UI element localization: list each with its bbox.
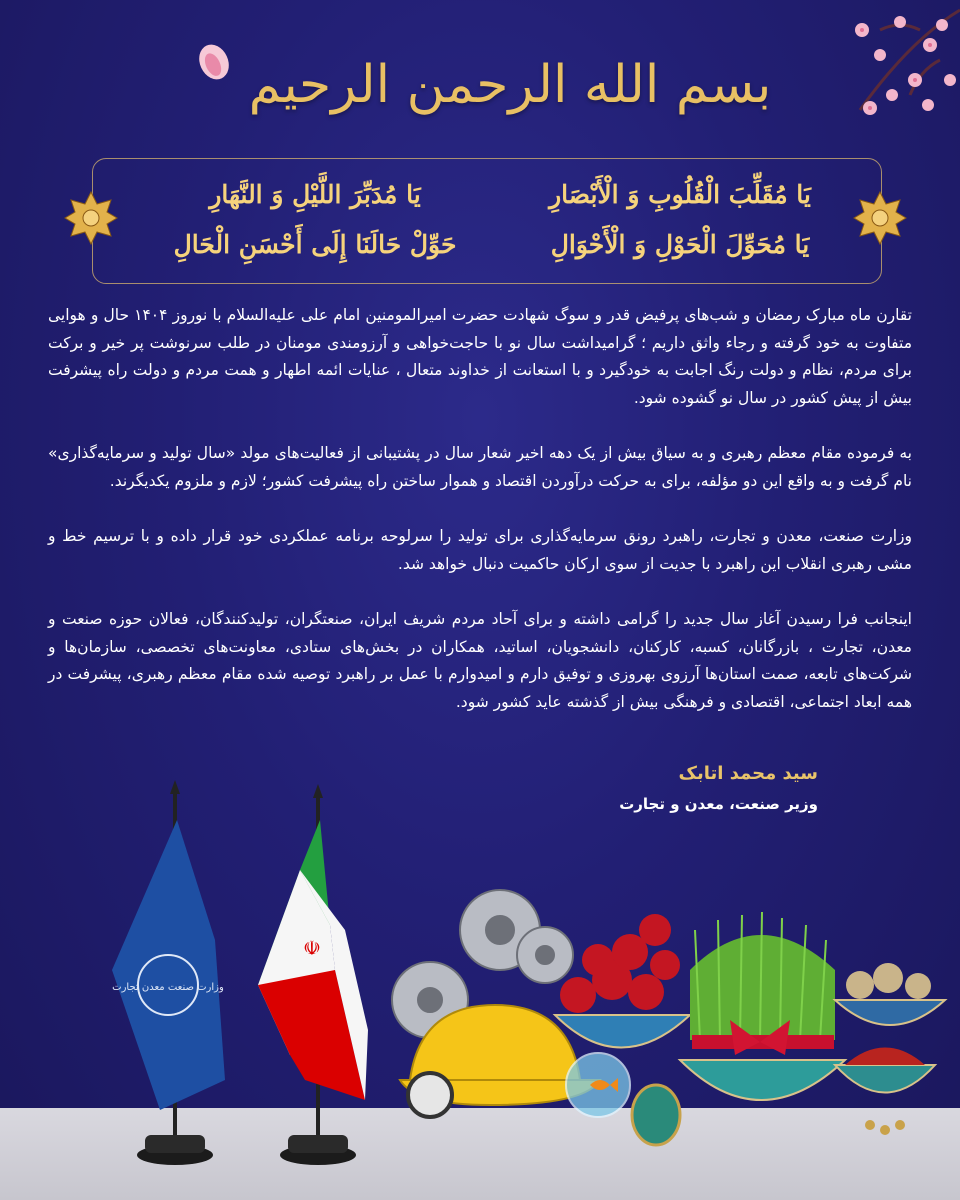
cherry-blossom-branch-right <box>800 0 960 130</box>
signature-name: سید محمد اتابک <box>678 763 818 784</box>
cherry-blossom-flower-left <box>190 38 240 84</box>
prayer-line: یَا مُحَوِّلَ الْحَوْلِ وَ الْأَحْوَالِ <box>550 230 810 259</box>
basmala-calligraphy: بسم الله الرحمن الرحیم <box>248 55 772 115</box>
prayer-verse-right <box>500 170 860 270</box>
message-paragraph: تقارن ماه مبارک رمضان و شب‌های پرفیض قدر و سوگ شهادت حضرت امیرالمومنین امام علی علیه‌السلام با نوروز ۱۴۰۴ حال و هوایی متفاوت به خود گرفته و رجاء واثق داریم ؛ گرامیداشت سال نو با حاجت‌خواهی و آرزومندی مومنان در طلب سرنوشت پر خیر و برکت برای مردم، نظام و دولت رنگ اجابت به خودگیرد و با استعانت از خداوند متعال ، عنایات ائمه اطهار و همت مردم و دولت راه پیشرفت بیش از پیش کشور در سال نو گشوده شود. <box>48 306 912 407</box>
painted-egg-icon <box>632 1085 680 1145</box>
message-paragraph: وزارت صنعت، معدن و تجارت، راهبرد رونق سرمایه‌گذاری برای تولید را سرلوحه برنامه عملکردی خود قرار داده و با ترسیم خط و مشی رهبری انقلاب این راهبرد با جدیت از سوی ارکان حاکمیت دنبال خواهد شد. <box>48 527 912 573</box>
message-paragraph: به فرموده مقام معظم رهبری و به سیاق بیش از یک دهه اخیر شعار سال در پشتیبانی از فعالیت‌های مولد «سال تولید و سرمایه‌گذاری» نام گرفت و به واقع این دو مؤلفه، برای به حرکت درآوردن اقتصاد و هموار ساختن راه پیشرفت کشور؛ لازم و ملزوم یکدیگرند. <box>48 444 912 490</box>
prayer-line: یَا مُدَبِّرَ اللَّیْلِ وَ النَّهَارِ <box>209 180 421 209</box>
sabzeh-icon <box>680 912 845 1100</box>
prayer-verse-left <box>150 170 480 270</box>
ornament-left-icon <box>63 190 119 246</box>
prayer-line: یَا مُقَلِّبَ الْقُلُوبِ وَ الْأَبْصَارِ <box>549 180 811 209</box>
message-paragraph: اینجانب فرا رسیدن آغاز سال جدید را گرامی داشته و برای آحاد مردم شریف ایران، صنعتگران، تولیدکنندگان، فعالان حوزه صنعت و معدن، تجارت ، بازرگانان، کسبه، کارکنان، دانشجویان، اساتید، همکاران در بخش‌های ستادی، معاونت‌های تخصصی، سازمان‌ها و شرکت‌های تابعه، صمت استان‌ها آرزوی بهروزی و توفیق دارم و امیدوارم با عمل بر راهبرد توصیه شده مقام معظم رهبری، پیشرفت در همه ابعاد اجتماعی، اقتصادی و فرهنگی بیش از گذشته عاید کشور شود. <box>48 610 912 711</box>
nowruz-message <box>48 302 912 744</box>
svg-text:☫: ☫ <box>303 936 321 960</box>
nowruz-illustration <box>0 780 960 1200</box>
flag-emblem-text: وزارت صنعت معدن تجارت <box>112 982 224 993</box>
apple-bowl-icon <box>555 914 690 1048</box>
spice-bowls-icon <box>835 963 945 1135</box>
ministry-flag-icon <box>112 780 225 1165</box>
goldfish-bowl-icon <box>566 1053 630 1117</box>
signature-title: وزیر صنعت، معدن و تجارت <box>619 795 818 813</box>
prayer-line: حَوِّلْ حَالَنَا إِلَی أَحْسَنِ الْحَالِ <box>173 230 457 259</box>
iran-flag-icon <box>258 784 368 1165</box>
ornament-right-icon <box>852 190 908 246</box>
